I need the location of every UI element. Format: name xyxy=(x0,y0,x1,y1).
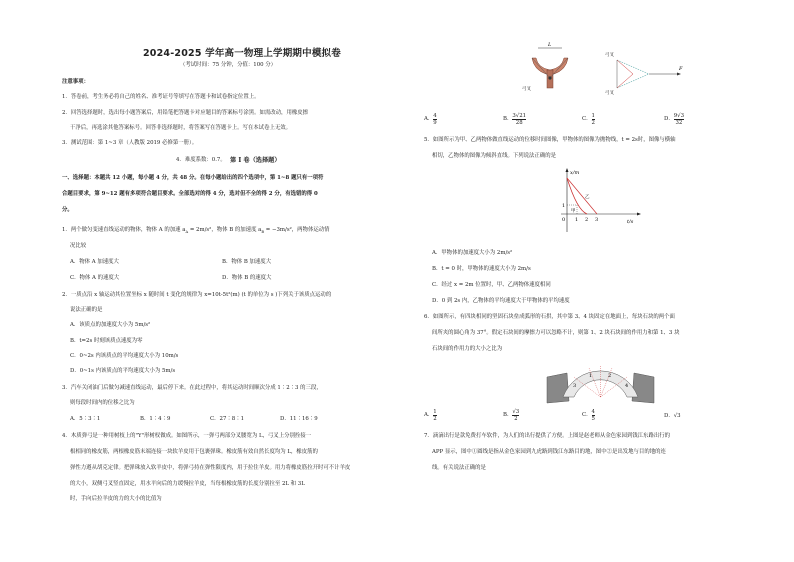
notice-heading: 注意事项： xyxy=(62,79,89,85)
option-d[interactable]: D．0~1s 内该质点的平均速度大小为 5m/s xyxy=(70,368,176,374)
option-c[interactable]: C．27∶8∶1 xyxy=(210,416,245,422)
option-a[interactable]: A．甲物体的加速度大小为 2m/s² xyxy=(432,250,513,256)
x-tick-label: 2 xyxy=(585,217,589,223)
question-2: 2．一质点沿 x 轴运动其位置坐标 x 随时间 t 变化的规律为 x=10t-5t²(m) (t 的单位为 s )下列关于该质点运动的 xyxy=(62,292,332,298)
question-7: 7．滴滴出行是款免费打车软件，为人们的出行提供了方便。上图是赵老师从金色家园到钱江东路出行的 xyxy=(424,433,671,439)
option-c[interactable]: C． 1 2 xyxy=(582,113,595,126)
question-text: 则每段时间内的位移之比为 xyxy=(70,400,135,406)
question-text: = 2m/s²，物体 B 的加速度 a xyxy=(188,227,262,233)
question-6: 6．如图所示，有四块相同的坚固石块垒成弧形的石拱，其中第 3、4 块固定在地面上，每块石块的两个面 xyxy=(424,314,675,320)
y-axis-label: x/m xyxy=(570,170,580,176)
option-c[interactable]: C． 4 5 xyxy=(582,409,595,422)
l-label: L xyxy=(548,42,552,48)
arrow-head-icon xyxy=(677,73,681,76)
question-text: 线。有关说法正确的是 xyxy=(432,465,486,471)
difficulty: 4．难度系数：0.7。 xyxy=(176,157,226,163)
fork-label-bottom: 弓叉 xyxy=(605,91,614,96)
option-d[interactable]: D． 9√3 32 xyxy=(664,113,685,126)
rubber-band xyxy=(532,58,550,78)
x-axis-label: t/s xyxy=(627,219,634,225)
xt-graph xyxy=(555,166,645,240)
question-text: 石块间的作用力的大小之比为 xyxy=(432,346,503,352)
option-a[interactable]: A．物体 A 加速度大 xyxy=(70,259,119,265)
x-tick-label: 3 xyxy=(595,217,599,223)
section-instructions: 一、选择题：本题共 12 小题，每小题 4 分，共 48 分。在每小题给出的四个选项中，第 1~8 题只有一项符 xyxy=(62,175,324,181)
option-c[interactable]: C．0~2s 内该质点的平均速度大小为 10m/s xyxy=(70,353,179,359)
question-text: 弹性力遵从胡克定律。把弹珠放入软羊皮中，将弹弓持在弹性限度内，用于拉住羊皮。用力将橡皮筋拉开时可不计羊皮 xyxy=(70,465,351,471)
section-instructions: 分。 xyxy=(62,207,73,213)
f-label: F xyxy=(679,66,683,72)
y-tick-label: 1 xyxy=(562,203,566,209)
question-3: 3．汽车关闭油门后做匀减速直线运动，最后停下来。在此过程中，将其运动时间顺次分成 1∶2∶3 的三段， xyxy=(62,385,322,391)
notice-item: 1．答卷前，考生务必将自己的姓名、准考证号等填写在答题卡和试卷指定位置上。 xyxy=(62,94,260,100)
question-text: APP 显示，图中①圆线是指从金色家园到九虎路到钱江东路目的地，图中②是出发地与目的地的连 xyxy=(432,449,666,455)
option-b[interactable]: B． 3√21 28 xyxy=(503,113,527,126)
option-b[interactable]: B．t=2s 时刻该质点速度为零 xyxy=(70,338,143,344)
option-b[interactable]: B． √3 2 xyxy=(503,409,520,422)
question-text: 相切，乙物体的图像为倾斜直线。下列说法正确的是 xyxy=(432,153,556,159)
option-b[interactable]: B．物体 B 加速度大 xyxy=(222,259,272,265)
origin-label: 0 xyxy=(562,217,566,223)
rubber-band xyxy=(550,58,568,78)
ground-left xyxy=(547,373,569,403)
x-tick-label: 1 xyxy=(575,217,579,223)
question-text: 1．两个做匀变速直线运动的物体，物体 A 的加速 a xyxy=(62,227,186,233)
notice-item: 干净后，再选涂其他答案标号。回答非选择题时，将答案写在答题卡上。写在本试卷上无效。 xyxy=(70,125,292,131)
stone-label: 4 xyxy=(625,383,629,389)
x-arrow-icon xyxy=(637,213,641,216)
stone-label: 1 xyxy=(589,373,593,379)
notice-item: 2．回答选择题时，选出每小题答案后，用铅笔把答题卡对应题目的答案标号涂黑。如需改动，用橡皮擦 xyxy=(62,110,309,116)
question-5: 5．如图所示为甲、乙两物体做直线运动的位移时间图像，甲物体的图像为抛物线，t = 2s时，图像与横轴 xyxy=(424,137,676,143)
question-text: = −3m/s²，两物体运动情 xyxy=(264,227,330,233)
question-text: 时，手向后拉羊皮的力的大小的比值为 xyxy=(70,496,162,502)
slingshot-figure xyxy=(520,40,610,92)
option-d[interactable]: D．11∶16∶9 xyxy=(280,416,318,422)
y-arrow-icon xyxy=(566,168,569,172)
question-text: 说法正确的是 xyxy=(70,307,103,313)
option-b[interactable]: B．t = 0 时，甲物体的速度大小为 2m/s xyxy=(432,266,531,272)
stone-arch-figure xyxy=(543,353,658,409)
option-c[interactable]: C．经过 x = 2m 位置时，甲、乙两物体速度相同 xyxy=(432,282,551,288)
section-title: 第 I 卷（选择题） xyxy=(230,157,281,164)
question-text: 间所夹的圆心角为 37°。假定石块间的摩擦力可以忽略不计，则第 1、2 块石块间的作用力和第 1、3 块 xyxy=(432,330,680,336)
curve-jia xyxy=(567,178,587,214)
band-line xyxy=(617,60,649,74)
label-jia: 甲 xyxy=(571,209,576,214)
option-a[interactable]: A．该质点的加速度大小为 5m/s² xyxy=(70,322,151,328)
ground-right xyxy=(632,373,654,403)
question-text: 根相同的橡皮筋，两根橡皮筋末端连接一块软羊皮用于包裹弹珠。橡皮筋有效自然长度均为 L，橡皮筋的 xyxy=(70,449,318,455)
fork-label-top: 弓叉 xyxy=(605,53,614,58)
band-line xyxy=(617,74,633,88)
notice-item: 3．测试范围：第 1~3 章（人教版 2019 必修第一册）。 xyxy=(62,140,198,146)
question-4: 4．木质弹弓是一种用树枝上的"Y"形树杈做成。如图所示，一弹弓两部分叉腰宽为 L，弓叉上分别拴接一 xyxy=(62,433,312,439)
stone-label: 3 xyxy=(573,383,577,389)
pellet xyxy=(548,76,551,79)
option-a[interactable]: A． 1 2 xyxy=(424,409,437,422)
option-d[interactable]: D．物体 B 的速度大 xyxy=(222,275,272,281)
section-instructions: 合题目要求，第 9~12 题有多项符合题目要求。全部选对的得 4 分，选对但不全的得 2 分，有选错的得 0 xyxy=(62,191,318,197)
band-line xyxy=(617,74,649,88)
label-yi: 乙 xyxy=(585,195,590,200)
option-a[interactable]: A．5∶3∶1 xyxy=(70,416,101,422)
question-1: 1．两个做匀变速直线运动的物体，物体 A 的加速 $a_A = 2m/s^2$，物体 B 的加速度 $a_B = -3m/s^2$，两物体运动情 xyxy=(62,227,330,235)
question-text: 况比较 xyxy=(70,243,87,249)
option-b[interactable]: B．1∶4∶9 xyxy=(140,416,171,422)
question-text: 的大小，双侧弓叉竖直固定，用水平向后的力缓慢拉羊皮，当每根橡皮筋的长度分别拉至 2L 和 3L xyxy=(70,481,305,487)
band-line xyxy=(617,60,633,74)
fork-label: 弓叉 xyxy=(522,87,531,92)
option-d[interactable]: D．√3 xyxy=(664,413,681,419)
stone-label: 2 xyxy=(608,373,612,379)
option-c[interactable]: C．物体 A 的速度大 xyxy=(70,275,120,281)
exam-info: （考试时间：75 分钟，分值：100 分） xyxy=(180,62,277,68)
option-a[interactable]: A． 4 9 xyxy=(424,113,437,126)
option-d[interactable]: D．0 到 2s 内，乙物体的平均速度大于甲物体的平均速度 xyxy=(432,298,570,304)
force-diagram xyxy=(605,48,695,100)
page-title: 2024-2025 学年高一物理上学期期中模拟卷 xyxy=(143,48,341,59)
